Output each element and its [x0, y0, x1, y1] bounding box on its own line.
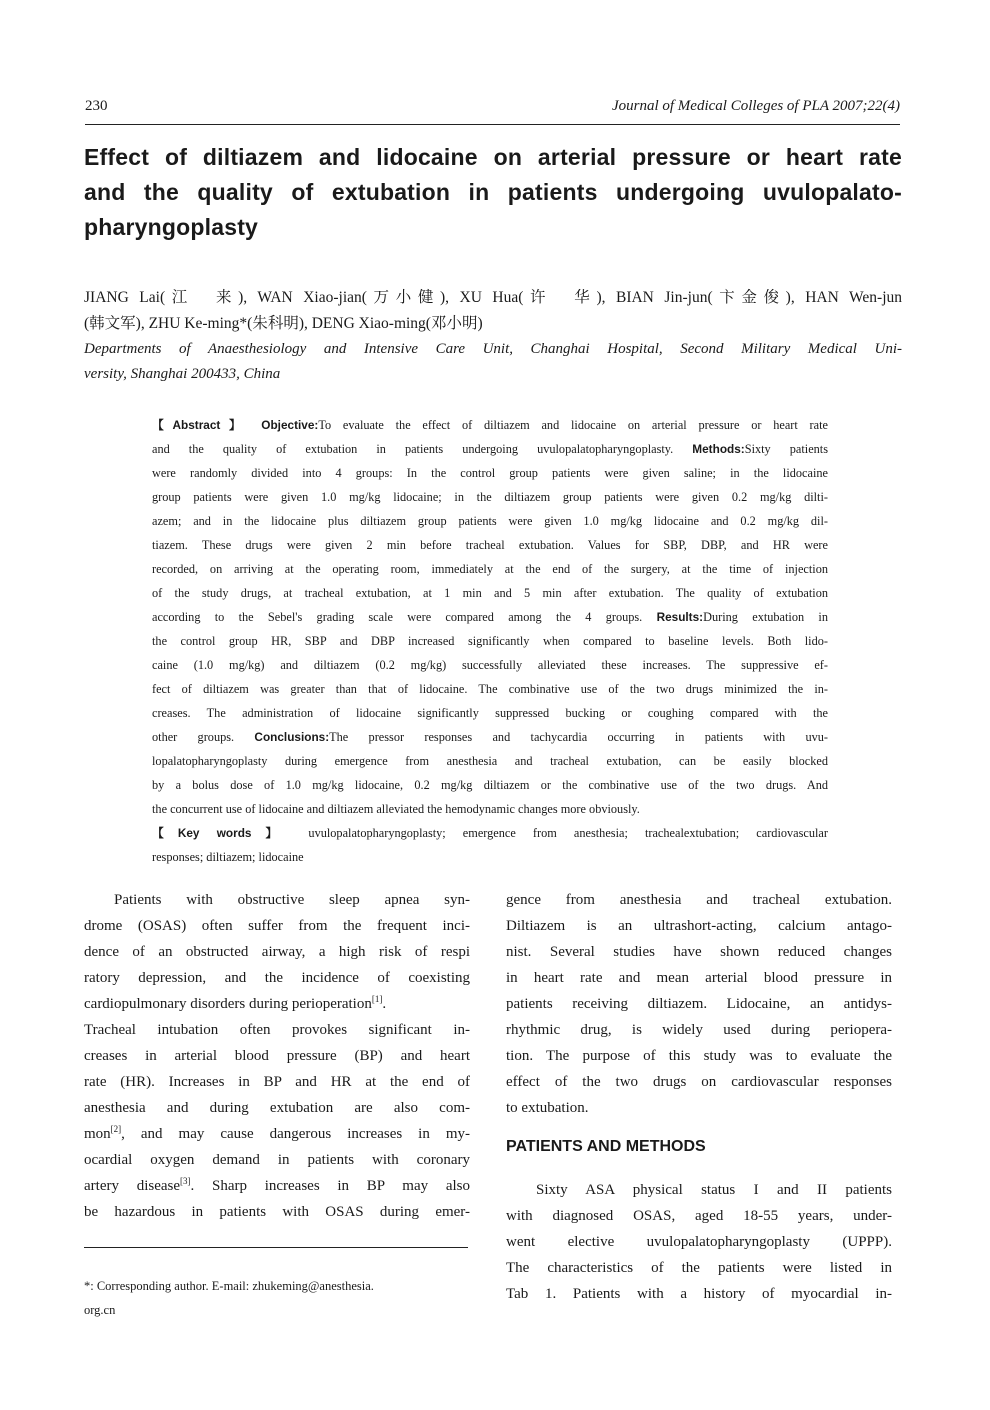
body-line: [84, 1173, 470, 1199]
citation-ref: [2]: [110, 1124, 122, 1134]
abstract-line: by a bolus dose of 1.0 mg/kg lidocaine, 0.2 mg/kg diltiazem or the combinative use of the two drugs. And: [152, 778, 828, 792]
body-text: mon: [84, 1126, 111, 1142]
objective-label: Objective:: [261, 418, 319, 432]
header-rule: [85, 124, 900, 125]
abstract-label: 【Abstract】: [152, 418, 250, 432]
conclusions-label: Conclusions:: [254, 730, 330, 744]
abstract-line: fect of diltiazem was greater than that of lidocaine. The combinative use of the two drugs minimized the in-: [152, 682, 828, 696]
footnote-line: org.cn: [84, 1303, 116, 1317]
body-line: to extubation.: [506, 1100, 589, 1116]
citation-ref: [3]: [180, 1176, 191, 1186]
abstract-line: the concurrent use of lidocaine and diltiazem alleviated the hemodynamic changes more obviously.: [152, 802, 640, 816]
title-line: and the quality of extubation in patients undergoing uvulopalato-: [84, 179, 902, 205]
methods-label: Methods:: [692, 442, 745, 456]
affiliation-line: versity, Shanghai 200433, China: [84, 366, 281, 382]
footnote-line: *: Corresponding author. E-mail: zhukeming@anesthesia.: [84, 1279, 374, 1293]
abstract-line: [152, 413, 828, 437]
keywords-line: responses; diltiazem; lidocaine: [152, 850, 304, 864]
body-line: creases in arterial blood pressure (BP) and heart: [84, 1048, 470, 1064]
footnote: [84, 1274, 470, 1322]
abstract-line: group patients were given 1.0 mg/kg lidocaine; in the diltiazem group patients were given 0.2 mg/kg dilti-: [152, 490, 828, 504]
body-text: .: [382, 996, 387, 1012]
abstract-line: [152, 437, 828, 461]
body-line: went elective uvulopalatopharyngoplasty (UPPP).: [506, 1234, 892, 1250]
right-column: [506, 887, 892, 1121]
abstract-block: [152, 413, 828, 869]
abstract-line: azem; and in the lidocaine plus diltiazem group patients were given 1.0 mg/kg lidocaine and 0.2 mg/kg dil-: [152, 514, 828, 528]
body-line: [84, 1121, 470, 1147]
body-line: drome (OSAS) often suffer from the frequent inci-: [84, 918, 470, 934]
left-column: [84, 887, 470, 1225]
abstract-line: recorded, on arriving at the operating room, immediately at the end of the surgery, at the time of injection: [152, 562, 828, 576]
abstract-text: other groups.: [152, 730, 235, 744]
page-number: 230: [85, 98, 108, 114]
body-text: , and may cause dangerous increases in my-: [121, 1126, 470, 1142]
abstract-line: [152, 605, 828, 629]
abstract-text: During extubation in: [703, 610, 828, 624]
body-text: . Sharp increases in BP may also: [190, 1178, 470, 1194]
abstract-line: the control group HR, SBP and DBP increased significantly when compared to baseline levels. Both lido-: [152, 634, 828, 648]
body-line: in heart rate and mean arterial blood pressure in: [506, 970, 892, 986]
body-line: Tracheal intubation often provokes significant in-: [84, 1022, 470, 1038]
footnote-rule: [84, 1247, 468, 1248]
body-line: tion. The purpose of this study was to evaluate the: [506, 1048, 892, 1064]
body-line: nist. Several studies have shown reduced changes: [506, 944, 892, 960]
abstract-text: Sixty patients: [744, 442, 829, 456]
title-line: pharyngoplasty: [84, 214, 259, 240]
body-line: gence from anesthesia and tracheal extubation.: [506, 892, 892, 908]
citation-ref: [1]: [371, 994, 383, 1004]
affiliation-line: Departments of Anaesthesiology and Intensive Care Unit, Changhai Hospital, Second Military Medical Uni-: [84, 341, 902, 357]
body-line: Sixty ASA physical status I and II patients: [536, 1182, 892, 1198]
abstract-line: caine (1.0 mg/kg) and diltiazem (0.2 mg/kg) successfully alleviated these increases. The suppressive ef-: [152, 658, 828, 672]
author-line: JIANG Lai(江 来), WAN Xiao-jian(万小健), XU Hua(许 华), BIAN Jin-jun(卞金俊), HAN Wen-jun: [84, 289, 902, 306]
body-line: anesthesia and during extubation are also com-: [84, 1100, 470, 1116]
results-label: Results:: [656, 610, 704, 624]
body-line: ocardial oxygen demand in patients with coronary: [84, 1152, 470, 1168]
body-line: patients receiving diltiazem. Lidocaine, an antidys-: [506, 996, 892, 1012]
body-line: Tab 1. Patients with a history of myocardial in-: [506, 1286, 892, 1302]
section-heading: PATIENTS AND METHODS: [506, 1138, 706, 1155]
body-line: rhythmic drug, is widely used during periopera-: [506, 1022, 892, 1038]
keywords-label: 【Key words】: [152, 826, 292, 840]
abstract-line: [152, 725, 828, 749]
abstract-line: tiazem. These drugs were given 2 min before tracheal extubation. Values for SBP, DBP, and HR were: [152, 538, 828, 552]
body-line: Diltiazem is an ultrashort-acting, calcium antago-: [506, 918, 892, 934]
methods-text: [506, 1177, 892, 1307]
abstract-text: To evaluate the effect of diltiazem and lidocaine on arterial pressure or heart rate: [318, 418, 828, 432]
article-title: [84, 140, 902, 245]
abstract-line: of the study drugs, at tracheal extubation, at 1 min and 5 min after extubation. The quality of extubation: [152, 586, 828, 600]
abstract-text: and the quality of extubation in patients undergoing uvulopalatopharyngoplasty.: [152, 442, 674, 456]
author-line: (韩文军), ZHU Ke-ming*(朱科明), DENG Xiao-ming(邓小明): [84, 315, 483, 332]
body-line: with diagnosed OSAS, aged 18-55 years, under-: [506, 1208, 892, 1224]
body-line: ratory depression, and the incidence of coexisting: [84, 970, 470, 986]
affiliation: [84, 337, 902, 387]
body-line: The characteristics of the patients were listed in: [506, 1260, 892, 1276]
body-line: rate (HR). Increases in BP and HR at the end of: [84, 1074, 470, 1090]
abstract-text: The pressor responses and tachycardia occurring in patients with uvu-: [329, 730, 828, 744]
body-line: dence of an obstructed airway, a high risk of respi: [84, 944, 470, 960]
abstract-line: lopalatopharyngoplasty during emergence from anesthesia and tracheal extubation, can be easily blocked: [152, 754, 828, 768]
author-list: [84, 285, 902, 337]
body-line: be hazardous in patients with OSAS during emer-: [84, 1204, 470, 1220]
title-line: Effect of diltiazem and lidocaine on arterial pressure or heart rate: [84, 144, 902, 170]
journal-citation: Journal of Medical Colleges of PLA 2007;22(4): [611, 98, 900, 114]
abstract-line: were randomly divided into 4 groups: In the control group patients were given saline; in the lidocaine: [152, 466, 828, 480]
abstract-line: creases. The administration of lidocaine significantly suppressed bucking or coughing compared with the: [152, 706, 828, 720]
keywords-text: uvulopalatopharyngoplasty; emergence from anesthesia; trachealextubation; cardiovascular: [308, 826, 828, 840]
running-header: [85, 98, 900, 124]
body-line: [84, 991, 470, 1017]
abstract-text: according to the Sebel's grading scale were compared among the 4 groups.: [152, 610, 643, 624]
body-text: artery disease: [84, 1178, 181, 1194]
body-line: Patients with obstructive sleep apnea syn-: [114, 892, 470, 908]
body-line: effect of the two drugs on cardiovascular responses: [506, 1074, 892, 1090]
keywords-line: [152, 821, 828, 845]
body-text: cardiopulmonary disorders during perioperation: [84, 996, 372, 1012]
